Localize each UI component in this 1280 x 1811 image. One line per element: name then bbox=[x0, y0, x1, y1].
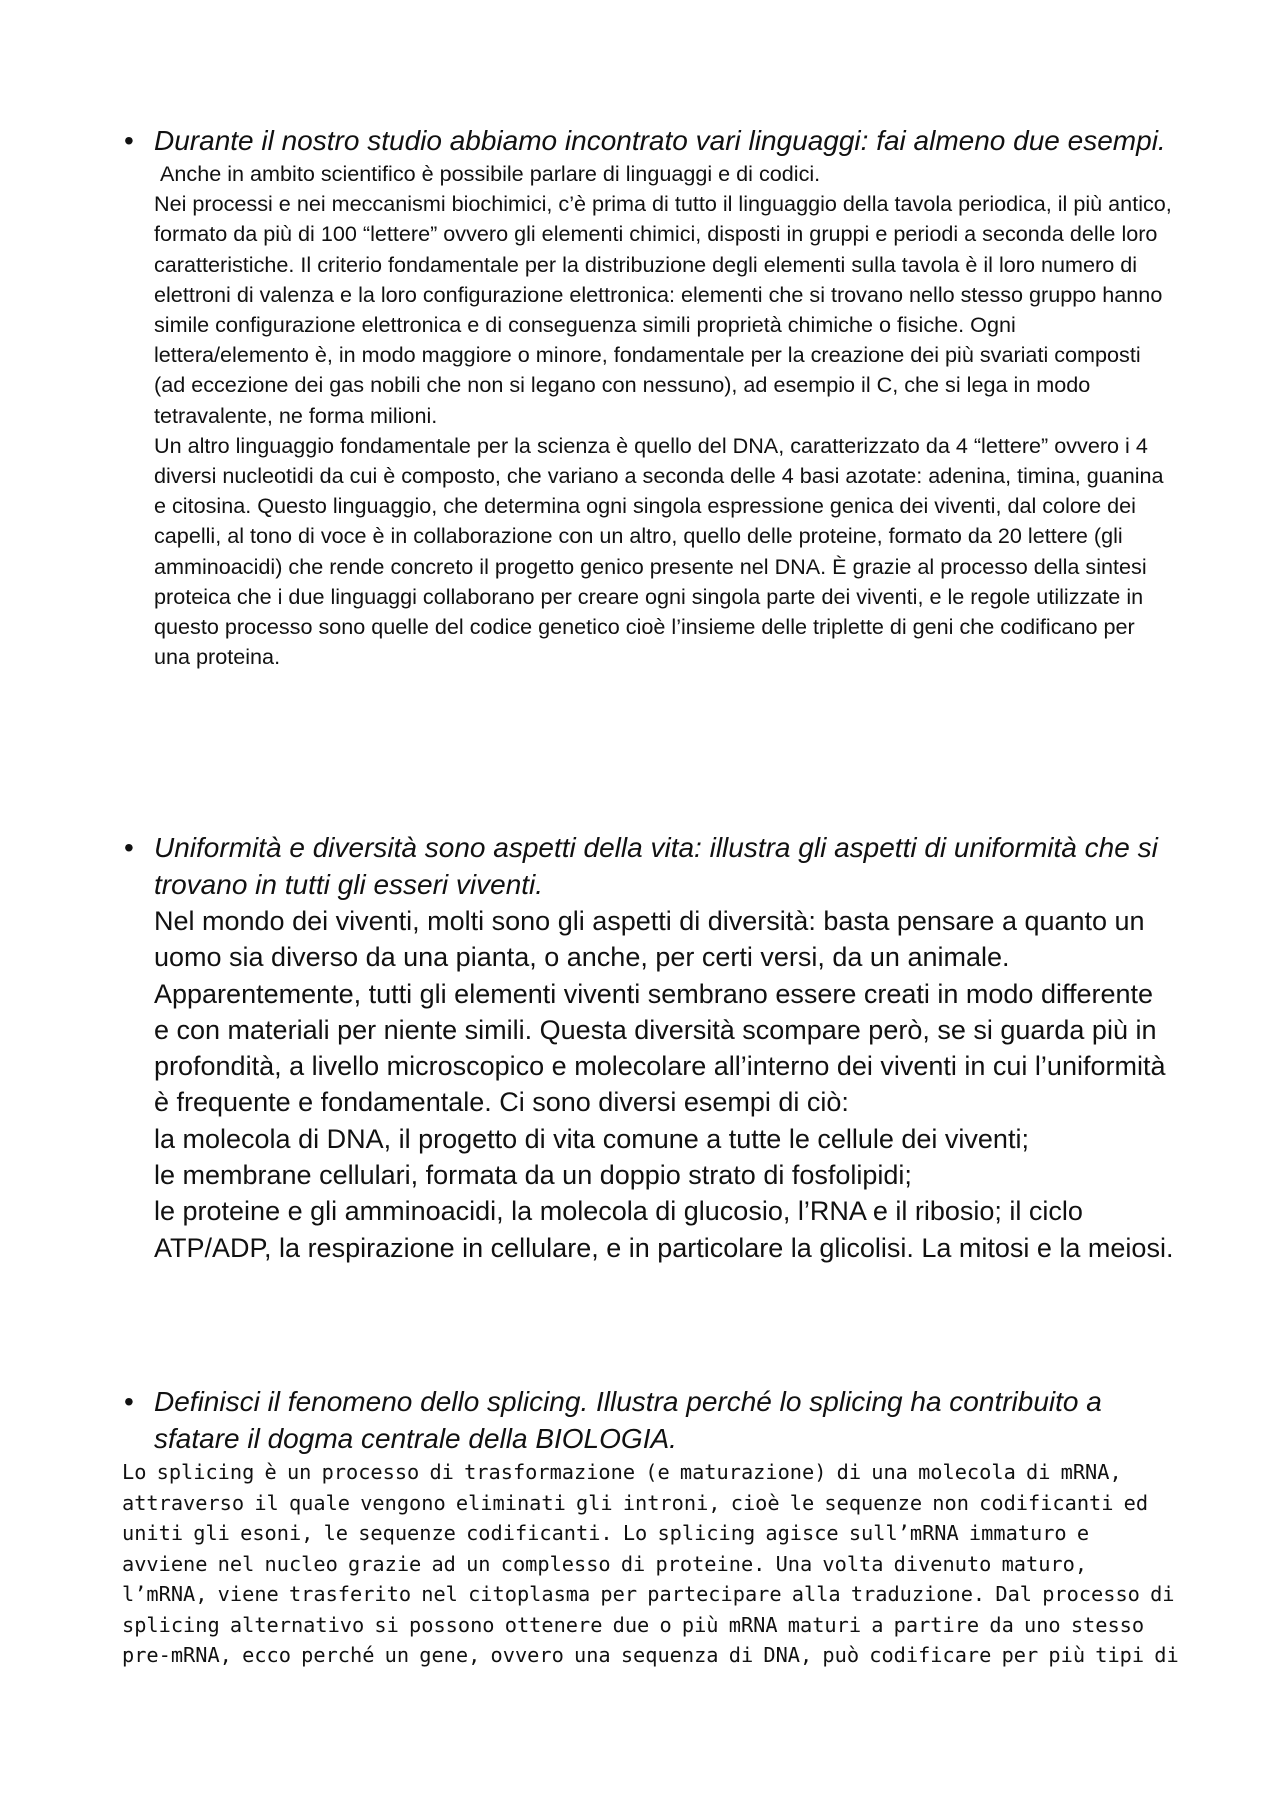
question-section-languages bbox=[124, 122, 1174, 672]
answer-paragraph: Nei processi e nei meccanismi biochimici, c’è prima di tutto il linguaggio della tavola periodica, il più antico, formato da più di 100 “lettere” ovvero gli elementi chimici, disposti in gruppi e periodi a seconda delle loro caratteristiche. Il criterio fondamentale per la distribuzione degli elementi sulla tavola è il loro numero di elettroni di valenza e la loro configurazione elettronica: elementi che si trovano nello stesso gruppo hanno simile configurazione elettronica e di conseguenza simili proprietà chimiche o fisiche. Ogni lettera/elemento è, in modo maggiore o minore, fondamentale per la creazione dei più svariati composti (ad eccezione dei gas nobili che non si legano con nessuno), ad esempio il C, che si lega in modo tetravalente, ne forma milioni. bbox=[154, 191, 1172, 428]
answer-paragraph: Nel mondo dei viventi, molti sono gli aspetti di diversità: basta pensare a quanto un uomo sia diverso da una pianta, o anche, per certi versi, da un animale. Apparentemente, tutti gli elementi viventi sembrano essere creati in modo differente e con materiali per niente simili. Questa diversità scompare però, se si guarda più in profondità, a livello microscopico e molecolare all’interno dei viventi in cui l’uniformità è frequente e fondamentale. Ci sono diversi esempi di ciò: bbox=[154, 906, 1166, 1118]
answer-paragraph: Lo splicing è un processo di trasformazione (e maturazione) di una molecola di mRNA, attraverso il quale vengono eliminati gli introni, cioè le sequenze non codificanti ed uniti gli esoni, le sequenze codificanti. Lo splicing agisce sull’mRNA immaturo e avviene nel nucleo grazie ad un complesso di proteine. Una volta divenuto maturo, l’mRNA, viene trasferito nel citoplasma per partecipare alla traduzione. Dal processo di splicing alternativo si possono ottenere due o più mRNA maturi a partire da uno stesso pre-mRNA, ecco perché un gene, ovvero una sequenza di DNA, può codificare per più tipi di bbox=[122, 1460, 1179, 1667]
question-text: Definisci il fenomeno dello splicing. Illustra perché lo splicing ha contribuito a sfatare il dogma centrale della BIOLOGIA. bbox=[154, 1386, 1102, 1454]
bullet-marker: • bbox=[124, 832, 134, 863]
question-text: Uniformità e diversità sono aspetti della vita: illustra gli aspetti di uniformità che si trovano in tutti gli esseri viventi. bbox=[154, 832, 1158, 900]
question-heading bbox=[124, 829, 1174, 903]
bullet-marker: • bbox=[124, 1386, 134, 1417]
question-section-splicing bbox=[122, 1383, 1179, 1671]
bullet-marker: • bbox=[124, 125, 134, 156]
answer-paragraph: Un altro linguaggio fondamentale per la scienza è quello del DNA, caratterizzato da 4 “lettere” ovvero i 4 diversi nucleotidi da cui è composto, che variano a seconda delle 4 basi azotate: adenina, timina, guanina e citosina. Questo linguaggio, che determina ogni singola espressione genica dei viventi, dal colore dei capelli, al tono di voce è in collaborazione con un altro, quello delle proteine, formato da 20 lettere (gli amminoacidi) che rende concreto il progetto genico presente nel DNA. È grazie al processo della sintesi proteica che i due linguaggi collaborano per creare ogni singola parte dei viventi, e le regole utilizzate in questo processo sono quelle del codice genetico cioè l’insieme delle triplette di geni che codificano per una proteina. bbox=[154, 432, 1164, 670]
answer-body bbox=[124, 159, 1174, 672]
answer-paragraph: Anche in ambito scientifico è possibile parlare di linguaggi e di codici. bbox=[160, 161, 821, 186]
answer-paragraph: la molecola di DNA, il progetto di vita comune a tutte le cellule dei viventi; bbox=[154, 1123, 1029, 1154]
question-heading bbox=[124, 122, 1174, 159]
question-text: Durante il nostro studio abbiamo incontrato vari linguaggi: fai almeno due esempi. bbox=[154, 125, 1166, 156]
answer-body bbox=[124, 903, 1174, 1266]
answer-paragraph: le membrane cellulari, formata da un doppio strato di fosfolipidi; bbox=[154, 1160, 912, 1191]
question-heading bbox=[124, 1383, 1174, 1457]
answer-paragraph: le proteine e gli amminoacidi, la molecola di glucosio, l’RNA e il ribosio; il ciclo ATP/ADP, la respirazione in cellulare, e in particolare la glicolisi. La mitosi e la meiosi. bbox=[154, 1196, 1174, 1263]
question-section-uniformity bbox=[124, 829, 1174, 1266]
